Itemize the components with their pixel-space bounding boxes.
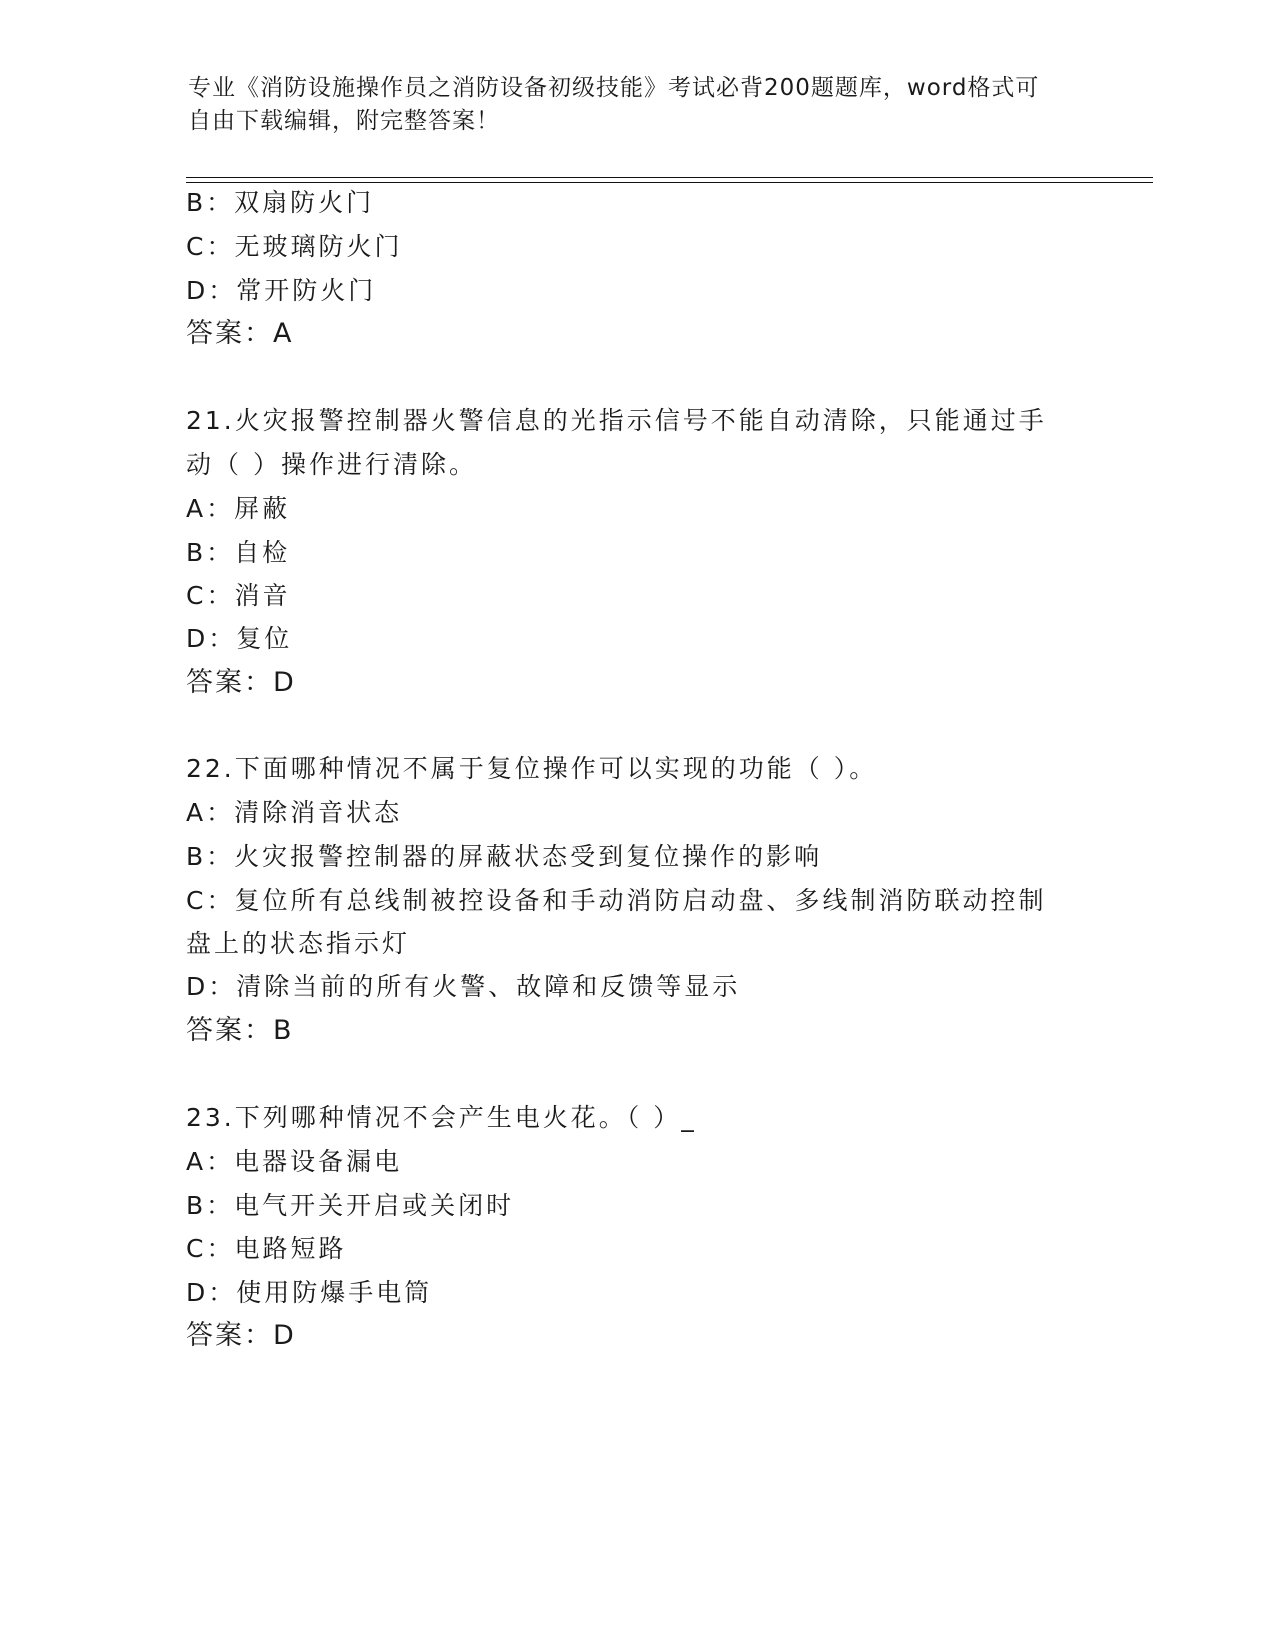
q23-stem: 23.下列哪种情况不会产生电火花。（ ）_: [186, 1103, 697, 1132]
q23-answer: 答案：D: [186, 1320, 296, 1351]
q23-option-d: D：使用防爆手电筒: [186, 1278, 433, 1307]
header-divider-top: [186, 177, 1153, 178]
prev-option-b: B：双扇防火门: [186, 188, 375, 217]
prev-answer: 答案：A: [186, 318, 294, 349]
header-title-line-2: 自由下载编辑，附完整答案！: [188, 108, 500, 134]
prev-option-c: C：无玻璃防火门: [186, 232, 403, 261]
q21-option-c: C：消音: [186, 581, 291, 610]
q22-answer: 答案：B: [186, 1015, 294, 1046]
q21-option-d: D：复位: [186, 624, 293, 653]
q23-option-b: B：电气开关开启或关闭时: [186, 1191, 515, 1220]
q21-option-a: A：屏蔽: [186, 494, 291, 523]
q21-stem-line-2: 动（ ）操作进行清除。: [186, 450, 477, 479]
q21-stem-line-1: 21.火灾报警控制器火警信息的光指示信号不能自动清除，只能通过手: [186, 406, 1047, 435]
q22-stem: 22.下面哪种情况不属于复位操作可以实现的功能（ ）。: [186, 754, 878, 783]
header-divider-bottom: [186, 182, 1153, 183]
prev-option-d: D：常开防火门: [186, 276, 377, 305]
header-title-line-1: 专业《消防设施操作员之消防设备初级技能》考试必背200题题库，word格式可: [188, 75, 1040, 101]
q22-option-b: B：火灾报警控制器的屏蔽状态受到复位操作的影响: [186, 842, 823, 871]
q21-option-b: B：自检: [186, 538, 291, 567]
document-header: [188, 72, 1088, 138]
q21-answer: 答案：D: [186, 667, 296, 698]
q23-option-a: A：电器设备漏电: [186, 1147, 403, 1176]
q23-option-c: C：电路短路: [186, 1234, 347, 1263]
q22-option-c-line-1: C：复位所有总线制被控设备和手动消防启动盘、多线制消防联动控制: [186, 886, 1047, 915]
q22-option-a: A：清除消音状态: [186, 798, 403, 827]
q22-option-d: D：清除当前的所有火警、故障和反馈等显示: [186, 972, 741, 1001]
q22-option-c-line-2: 盘上的状态指示灯: [186, 929, 411, 958]
